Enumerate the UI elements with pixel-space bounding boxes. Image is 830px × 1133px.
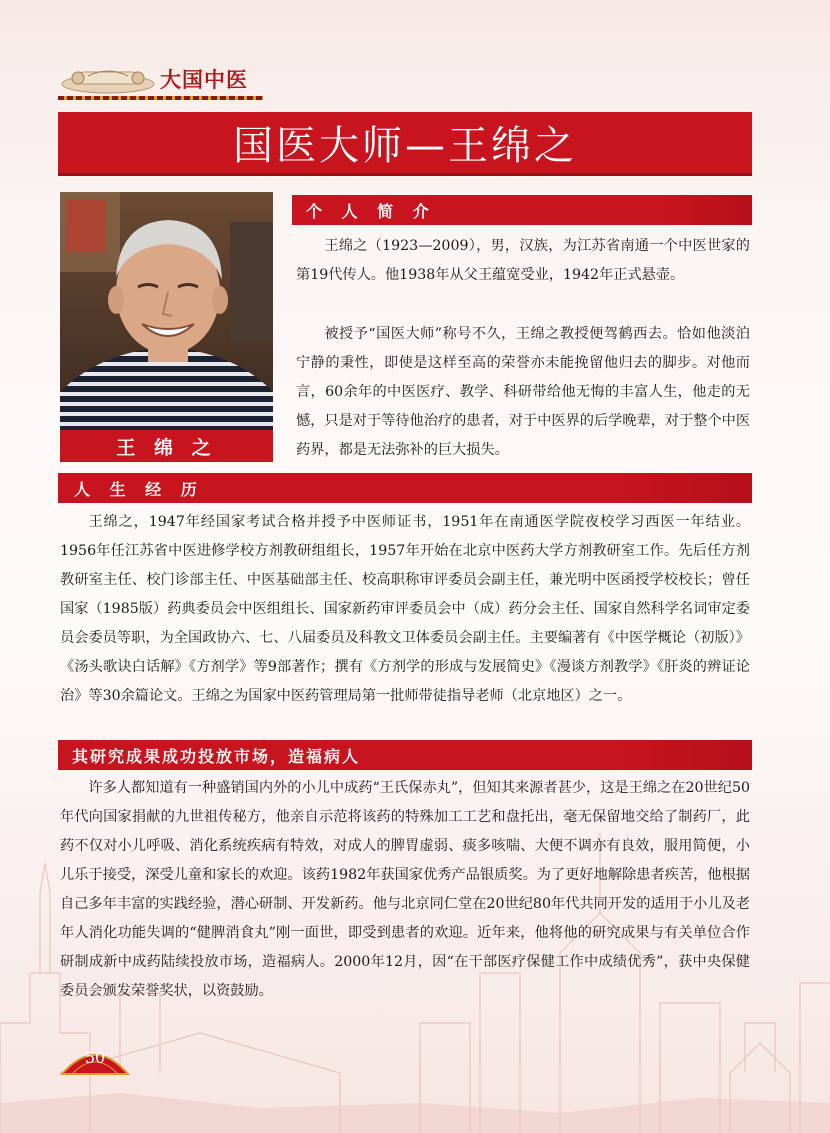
page-number: 50 (84, 1048, 106, 1067)
scroll-icon (58, 60, 158, 96)
portrait-caption: 王 绵 之 (60, 430, 273, 462)
portrait-illustration (60, 192, 273, 430)
section-heading-research: 其研究成果成功投放市场，造福病人 (58, 740, 752, 770)
research-paragraph-1: 许多人都知道有一种盛销国内外的小儿中成药“王氏保赤丸”，但知其来源者甚少，这是王绵之在20世纪50年代向国家捐献的九世祖传秘方，他亲自示范将该药的特殊加工工艺和盘托出，毫无保留地交给了制药厂，此药不仅对小儿呼吸、消化系统疾病有特效，对成人的脾胃虚弱、痰多咳喘、大便不调亦有良效，服用简便，小儿乐于接受，深受儿童和家长的欢迎。该药1982年获国家优秀产品银质奖。为了更好地解除患者疾苦，他根据自己多年丰富的实践经验，潜心研制、开发新药。他与北京同仁堂在20世纪80年代共同开发的适用于小儿及老年人消化功能失调的“健脾消食丸”刚一面世，即受到患者的欢迎。近年来，他将他的研究成果与有关单位合作研制成新中成药陆续投放市场，造福病人。2000年12月，因“在干部医疗保健工作中成绩优秀”，获中央保健委员会颁发荣誉奖状，以资鼓励。 (60, 780, 750, 999)
career-paragraph-1: 王绵之，1947年经国家考试合格并授予中医师证书，1951年在南通医学院夜校学习西医一年结业。1956年任江苏省中医进修学校方剂教研组组长，1957年开始在北京中医药大学方剂教研室工作。先后任方剂教研室主任、校门诊部主任、中医基础部主任、校高职称审评委员会副主任，兼光明中医函授学校校长；曾任国家（1985版）药典委员会中医组组长、国家新药审评委员会中（成）药分会主任、国家自然科学名词审定委员会委员等职，为全国政协六、七、八届委员及科教文卫体委员会副主任。主要编著有《中医学概论（初版）》《汤头歌诀白话解》《方剂学》等9部著作；撰有《方剂学的形成与发展简史》《漫谈方剂教学》《肝炎的辨证论治》等30余篇论文。王绵之为国家中医药管理局第一批师带徒指导老师（北京地区）之一。 (60, 514, 750, 704)
section-heading-career: 人 生 经 历 (58, 473, 752, 503)
page-title: 国医大师—王绵之 (233, 123, 577, 169)
portrait-photo (60, 192, 273, 430)
brand-header (58, 58, 278, 102)
title-banner (58, 112, 752, 176)
profile-paragraph-2: 被授予“国医大师”称号不久，王绵之教授便驾鹤西去。恰如他淡泊宁静的秉性，即使是这样至高的荣誉亦未能挽留他归去的脚步。对他而言，60余年的中医医疗、教学、科研带给他无悔的丰富人生，他走的无憾，只是对于等待他治疗的患者，对于中医界的后学晚辈，对于整个中医药界，都是无法弥补的巨大损失。 (296, 326, 751, 458)
page-number-badge (58, 1040, 132, 1080)
profile-paragraph-1: 王绵之（1923—2009），男，汉族，为江苏省南通一个中医世家的第19代传人。他1938年从父王蕴宽受业，1942年正式悬壶。 (296, 238, 750, 283)
brand-divider (58, 96, 263, 100)
section-heading-profile: 个 人 简 介 (292, 195, 752, 225)
brand-label: 大国中医 (160, 68, 248, 92)
